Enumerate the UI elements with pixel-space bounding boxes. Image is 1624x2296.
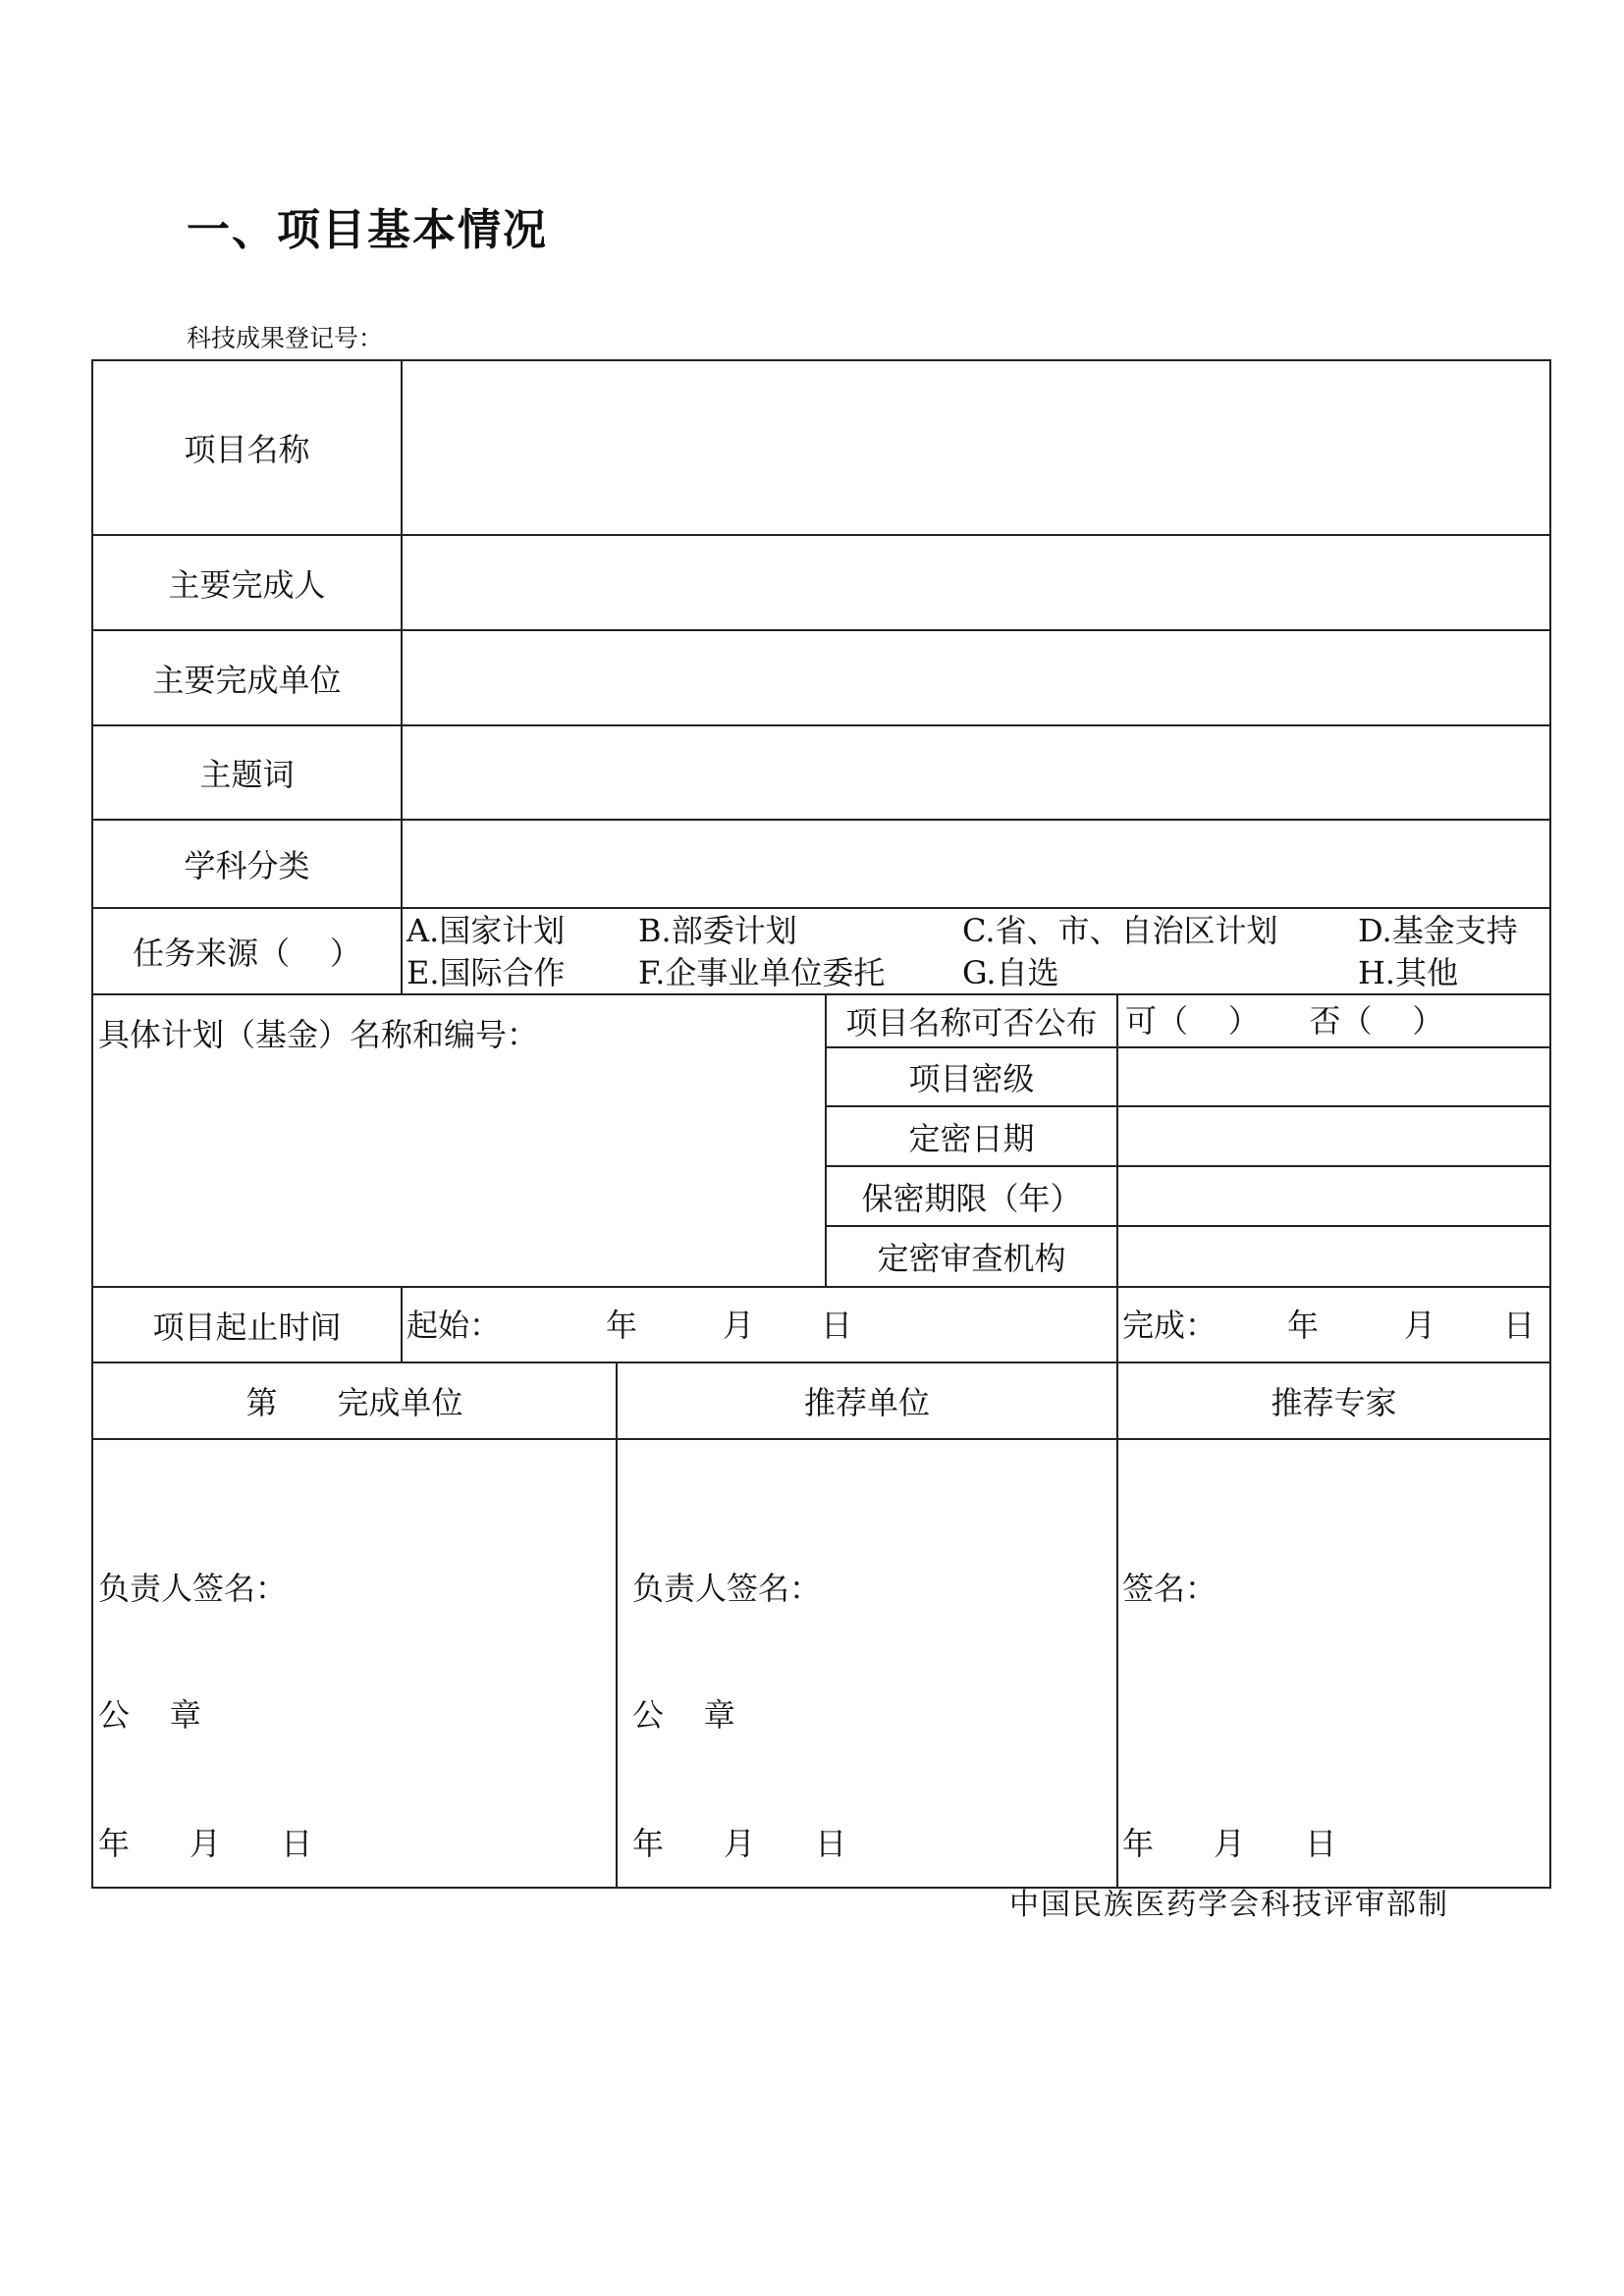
main-units-field[interactable] — [403, 631, 1549, 724]
task-source-option-a[interactable]: A.国家计划 — [406, 912, 566, 949]
recommender-date-label[interactable]: 年 月 日 — [632, 1825, 847, 1862]
secret-review-label: 定密审查机构 — [877, 1240, 1066, 1277]
recommender-seal-label: 公 章 — [632, 1696, 735, 1734]
secret-review-field[interactable] — [1118, 1227, 1549, 1286]
task-source-option-d[interactable]: D.基金支持 — [1358, 912, 1518, 949]
task-source-option-c[interactable]: C.省、市、自治区计划 — [962, 912, 1278, 949]
task-source-option-h[interactable]: H.其他 — [1358, 954, 1459, 991]
period-label: 项目起止时间 — [152, 1308, 342, 1346]
column-divider — [1116, 1286, 1118, 1362]
keywords-label: 主题词 — [199, 756, 295, 793]
finish-label: 完成： — [1122, 1307, 1218, 1344]
unit-date-label[interactable]: 年 月 日 — [98, 1825, 313, 1862]
keywords-field[interactable] — [403, 726, 1549, 819]
plan-name-label: 具体计划（基金）名称和编号： — [98, 1016, 539, 1053]
start-label: 起始： — [406, 1307, 502, 1344]
start-day[interactable]: 日 — [821, 1307, 853, 1344]
finish-year[interactable]: 年 — [1287, 1307, 1320, 1344]
task-source-option-b[interactable]: B.部委计划 — [638, 912, 797, 949]
start-year[interactable]: 年 — [606, 1307, 638, 1344]
secret-date-label: 定密日期 — [908, 1119, 1035, 1157]
finish-month[interactable]: 月 — [1404, 1307, 1436, 1344]
row-divider — [91, 993, 1551, 995]
completing-unit-header: 第 完成单位 — [245, 1384, 463, 1421]
project-name-field[interactable] — [403, 361, 1549, 534]
plan-name-field[interactable] — [93, 1060, 825, 1284]
recommending-unit-header: 推荐单位 — [803, 1384, 930, 1421]
recommending-expert-header: 推荐专家 — [1271, 1384, 1397, 1421]
expert-date-label[interactable]: 年 月 日 — [1122, 1825, 1337, 1862]
secret-period-label: 保密期限（年） — [861, 1179, 1082, 1217]
project-name-label: 项目名称 — [184, 431, 310, 468]
column-divider — [616, 1362, 618, 1889]
footer-issuer: 中国民族医药学会科技评审部制 — [1009, 1888, 1449, 1922]
row-divider — [91, 1438, 1551, 1440]
task-source-label: 任务来源（ ） — [133, 934, 361, 972]
main-units-label: 主要完成单位 — [152, 661, 342, 699]
start-month[interactable]: 月 — [723, 1307, 755, 1344]
secret-level-field[interactable] — [1118, 1048, 1549, 1105]
finish-day[interactable]: 日 — [1503, 1307, 1536, 1344]
unit-signature-label[interactable]: 负责人签名： — [98, 1570, 288, 1607]
task-source-option-g[interactable]: G.自选 — [962, 954, 1059, 991]
page-title: 一、项目基本情况 — [187, 205, 548, 255]
main-completers-field[interactable] — [403, 536, 1549, 629]
registration-number-label: 科技成果登记号： — [187, 324, 384, 352]
task-source-option-f[interactable]: F.企事业单位委托 — [638, 954, 886, 991]
table-border-right — [1549, 359, 1551, 1889]
publishable-options[interactable]: 可（ ） 否（ ） — [1125, 1002, 1444, 1040]
column-divider — [1116, 1362, 1118, 1889]
publishable-label: 项目名称可否公布 — [845, 1004, 1098, 1041]
unit-seal-label: 公 章 — [98, 1696, 201, 1734]
task-source-option-e[interactable]: E.国际合作 — [406, 954, 566, 991]
secret-level-label: 项目密级 — [908, 1060, 1035, 1097]
secret-date-field[interactable] — [1118, 1107, 1549, 1165]
discipline-label: 学科分类 — [184, 847, 310, 884]
discipline-field[interactable] — [403, 821, 1549, 907]
secret-period-field[interactable] — [1118, 1167, 1549, 1225]
main-completers-label: 主要完成人 — [168, 565, 326, 604]
column-divider — [401, 1286, 403, 1362]
recommender-signature-label[interactable]: 负责人签名： — [632, 1570, 822, 1607]
expert-signature-label[interactable]: 签名： — [1122, 1570, 1218, 1607]
